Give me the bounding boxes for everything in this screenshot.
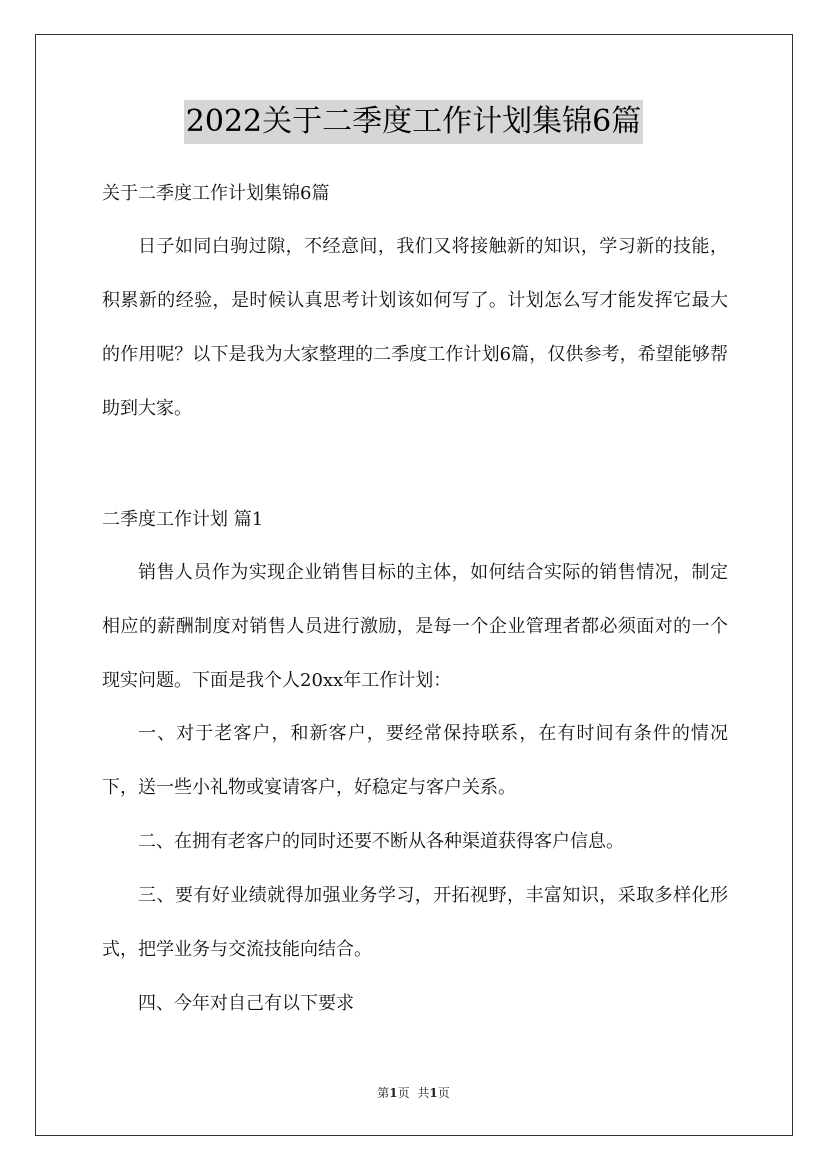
paragraph-5: 四、今年对自己有以下要求: [138, 993, 354, 1014]
paragraph-4: 三、要有好业绩就得加强业务学习，开拓视野，丰富知识，采取多样化形式，把学业务与交流技能向结合。: [102, 885, 728, 960]
footer-page-prefix: 第: [377, 1086, 390, 1100]
section-heading: 二季度工作计划 篇1: [102, 509, 264, 530]
page-footer: [0, 1084, 827, 1101]
paragraph-1: 销售人员作为实现企业销售目标的主体，如何结合实际的销售情况，制定相应的薪酬制度对销售人员进行激励，是每一个企业管理者都必须面对的一个现实问题。下面是我个人20xx年工作计划：: [102, 562, 728, 691]
title-container: [0, 100, 827, 144]
paragraph-3: 二、在拥有老客户的同时还要不断从各种渠道获得客户信息。: [138, 831, 624, 852]
footer-page-suffix: 页: [397, 1086, 410, 1100]
footer-total-suffix: 页: [437, 1086, 450, 1100]
footer-page-number: 1: [389, 1086, 398, 1100]
document-title: 2022关于二季度工作计划集锦6篇: [184, 100, 643, 144]
footer-total-prefix: 共: [417, 1086, 430, 1100]
intro-paragraph: 日子如同白驹过隙，不经意间，我们又将接触新的知识，学习新的技能，积累新的经验，是时候认真思考计划该如何写了。计划怎么写才能发挥它最大的作用呢？以下是我为大家整理的二季度工作计划6篇，仅供参考，希望能够帮助到大家。: [102, 236, 728, 419]
paragraph-2: 一、对于老客户，和新客户，要经常保持联系，在有时间有条件的情况下，送一些小礼物或宴请客户，好稳定与客户关系。: [102, 723, 728, 798]
document-subtitle: 关于二季度工作计划集锦6篇: [102, 183, 330, 204]
footer-total-number: 1: [429, 1086, 438, 1100]
